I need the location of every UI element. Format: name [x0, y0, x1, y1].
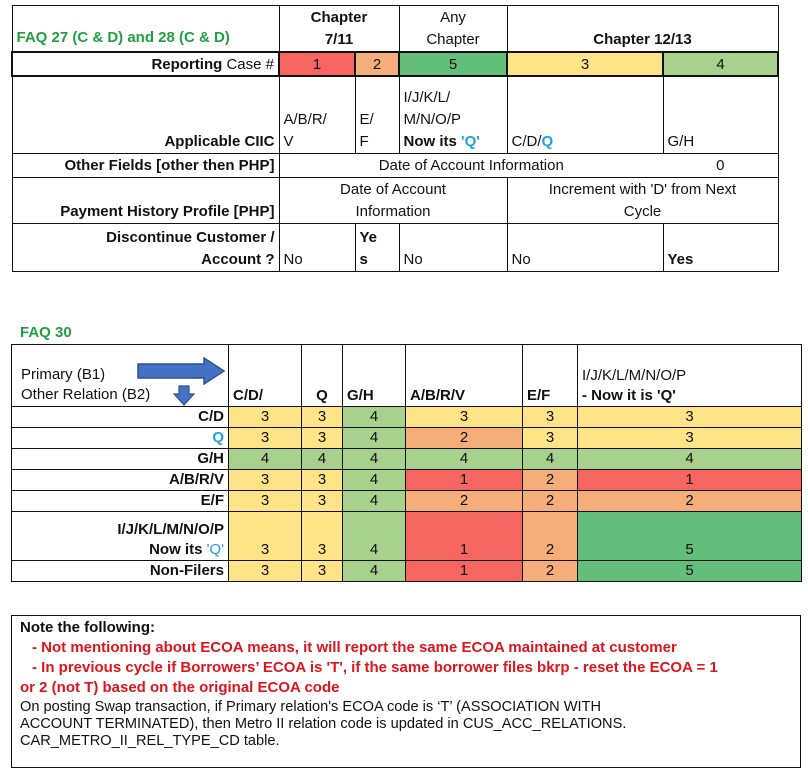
row-label [12, 512, 229, 561]
col-header-ijkl-l1: I/J/K/L/M/N/O/P [582, 367, 687, 384]
row-label-now-its: Now its [149, 541, 207, 558]
note-red-2: - In previous cycle if Borrowers’ ECOA is 'T', if the same borrower files bkrp - reset the ECOA = 1 [32, 659, 718, 676]
ciic-cd-q: Q [541, 133, 554, 150]
ciic-now-q [404, 131, 503, 153]
php-date-l1: Date of Account [340, 181, 446, 198]
ciic-cdq [507, 76, 663, 154]
cell: 3 [302, 470, 343, 491]
header-any-l2: Chapter [426, 30, 480, 48]
reporting-bold: Reporting [151, 55, 223, 73]
cell: 4 [343, 449, 406, 470]
cell: 3 [406, 407, 523, 428]
discontinue-label [12, 224, 279, 272]
cell: 2 [578, 491, 802, 512]
ciic-abrv-l1: A/B/R/ [283, 111, 327, 128]
php-date-account [279, 178, 507, 224]
cell: 4 [578, 449, 802, 470]
table-row [12, 561, 802, 582]
corner-cell [12, 345, 229, 407]
cell: 4 [523, 449, 578, 470]
ciic-abrv-l2: V [283, 133, 294, 150]
notes-box [11, 615, 801, 768]
header-chapter-7-11-l2: 7/11 [324, 30, 354, 48]
discontinue-no-1: No [279, 224, 355, 272]
note-plain-2: ACCOUNT TERMINATED), then Metro II relation code is updated in CUS_ACC_RELATIONS. [20, 716, 627, 732]
ciic-ef-l1: E/ [359, 111, 374, 128]
col-header-q: Q [302, 345, 343, 407]
other-relation-label: Other Relation (B2) [21, 386, 151, 403]
php-inc-l2: Cycle [623, 203, 662, 220]
ciic-ijkl: I/J/K/L/ [403, 89, 451, 106]
php-label: Payment History Profile [PHP] [12, 178, 279, 224]
header-any-chapter [399, 6, 507, 52]
table-row [12, 470, 802, 491]
ciic-mnop: M/N/O/P [403, 111, 462, 128]
row-label-l1: I/J/K/L/M/N/O/P [117, 521, 224, 538]
faq27-28-table [11, 5, 779, 272]
faq30-table [11, 344, 802, 582]
col-header-ef: E/F [523, 345, 578, 407]
discontinue-no-2: No [399, 224, 507, 272]
cell: 4 [229, 449, 302, 470]
row-label: E/F [12, 491, 229, 512]
cell: 4 [343, 407, 406, 428]
case-3: 3 [507, 52, 663, 76]
ciic-ef [355, 76, 399, 154]
discontinue-yes-gh: Yes [663, 224, 778, 272]
php-increment [507, 178, 778, 224]
row-label-l2 [16, 540, 224, 560]
header-chapter-7-11-l1: Chapter [310, 8, 368, 26]
cell: 3 [302, 561, 343, 582]
cell: 4 [343, 491, 406, 512]
cell: 3 [229, 561, 302, 582]
notes-heading: Note the following: [20, 619, 155, 636]
case-2: 2 [355, 52, 399, 76]
table-row [12, 449, 802, 470]
cell: 4 [406, 449, 523, 470]
ciic-label: Applicable CIIC [12, 76, 279, 154]
header-chapter-12-13: Chapter 12/13 [507, 6, 778, 52]
cell: 3 [578, 407, 802, 428]
ciic-cd: C/D/ [511, 133, 542, 150]
ciic-q: 'Q' [461, 133, 480, 150]
note-red-3: or 2 (not T) based on the original ECOA code [20, 679, 340, 696]
case-4: 4 [663, 52, 778, 76]
case-5: 5 [399, 52, 507, 76]
cell: 3 [229, 512, 302, 561]
table-row [12, 428, 802, 449]
cell: 3 [302, 407, 343, 428]
col-header-cd: C/D/ [229, 345, 302, 407]
cell: 3 [523, 407, 578, 428]
discontinue-yes-ef [355, 224, 399, 272]
row-label: A/B/R/V [12, 470, 229, 491]
primary-label: Primary (B1) [21, 366, 106, 383]
other-fields-value: Date of Account Information [279, 154, 663, 178]
cell: 3 [229, 470, 302, 491]
cell: 1 [578, 470, 802, 491]
discontinue-no-3: No [507, 224, 663, 272]
other-fields-label: Other Fields [other then PHP] [12, 154, 279, 178]
cell: 2 [523, 561, 578, 582]
table-row [12, 407, 802, 428]
cell: 2 [523, 491, 578, 512]
note-red-1: - Not mentioning about ECOA means, it will report the same ECOA maintained at customer [32, 639, 677, 656]
php-inc-l1: Increment with 'D' from Next [548, 181, 737, 198]
header-chapter-7-11 [279, 6, 399, 52]
row-label-q: 'Q' [206, 541, 224, 558]
arrow-right-icon [136, 357, 229, 385]
other-fields-zero: 0 [663, 154, 778, 178]
cell: 1 [406, 561, 523, 582]
case-1: 1 [279, 52, 355, 76]
table-row [12, 512, 802, 561]
cell: 2 [523, 512, 578, 561]
ciic-ef-l2: F [359, 133, 369, 150]
cell: 5 [578, 561, 802, 582]
row-label: G/H [12, 449, 229, 470]
cell: 3 [229, 428, 302, 449]
cell: 4 [343, 512, 406, 561]
note-plain-1: On posting Swap transaction, if Primary relation's ECOA code is ‘T’ (ASSOCIATION WITH [20, 699, 602, 715]
cell: 3 [229, 491, 302, 512]
col-header-abrv: A/B/R/V [406, 345, 523, 407]
row-label: C/D [12, 407, 229, 428]
col-header-gh: G/H [343, 345, 406, 407]
faq30-title: FAQ 30 [20, 324, 72, 341]
cell: 4 [343, 561, 406, 582]
ciic-gh: G/H [663, 76, 778, 154]
reporting-rest: Case # [222, 55, 274, 73]
reporting-case-label [12, 52, 279, 76]
discontinue-s: s [359, 251, 368, 268]
discontinue-l1: Discontinue Customer / [106, 229, 275, 246]
row-label: Q [12, 428, 229, 449]
ciic-abrv [279, 76, 355, 154]
php-date-l2: Information [355, 203, 431, 220]
faq1-title-cell [12, 6, 279, 52]
discontinue-l2: Account ? [201, 251, 275, 268]
cell: 5 [578, 512, 802, 561]
arrow-down-icon [172, 385, 196, 407]
faq1-title: FAQ 27 (C & D) and 28 (C & D) [16, 28, 230, 46]
cell: 3 [523, 428, 578, 449]
cell: 1 [406, 470, 523, 491]
cell: 3 [302, 428, 343, 449]
cell: 3 [229, 407, 302, 428]
header-any-l1: Any [440, 8, 466, 26]
cell: 4 [343, 428, 406, 449]
cell: 3 [302, 491, 343, 512]
cell: 1 [406, 512, 523, 561]
discontinue-ye: Ye [359, 229, 378, 246]
ciic-ijklmnop [399, 76, 507, 154]
note-plain-3: CAR_METRO_II_REL_TYPE_CD table. [20, 733, 280, 749]
col-header-ijklmnop [578, 345, 802, 407]
col-header-ijkl-l2: - Now it is 'Q' [582, 387, 676, 404]
cell: 2 [523, 470, 578, 491]
cell: 2 [406, 491, 523, 512]
cell: 2 [406, 428, 523, 449]
cell: 4 [343, 470, 406, 491]
cell: 3 [302, 512, 343, 561]
row-label: Non-Filers [12, 561, 229, 582]
table-row [12, 491, 802, 512]
cell: 4 [302, 449, 343, 470]
ciic-now-its: Now its [403, 133, 462, 150]
cell: 3 [578, 428, 802, 449]
